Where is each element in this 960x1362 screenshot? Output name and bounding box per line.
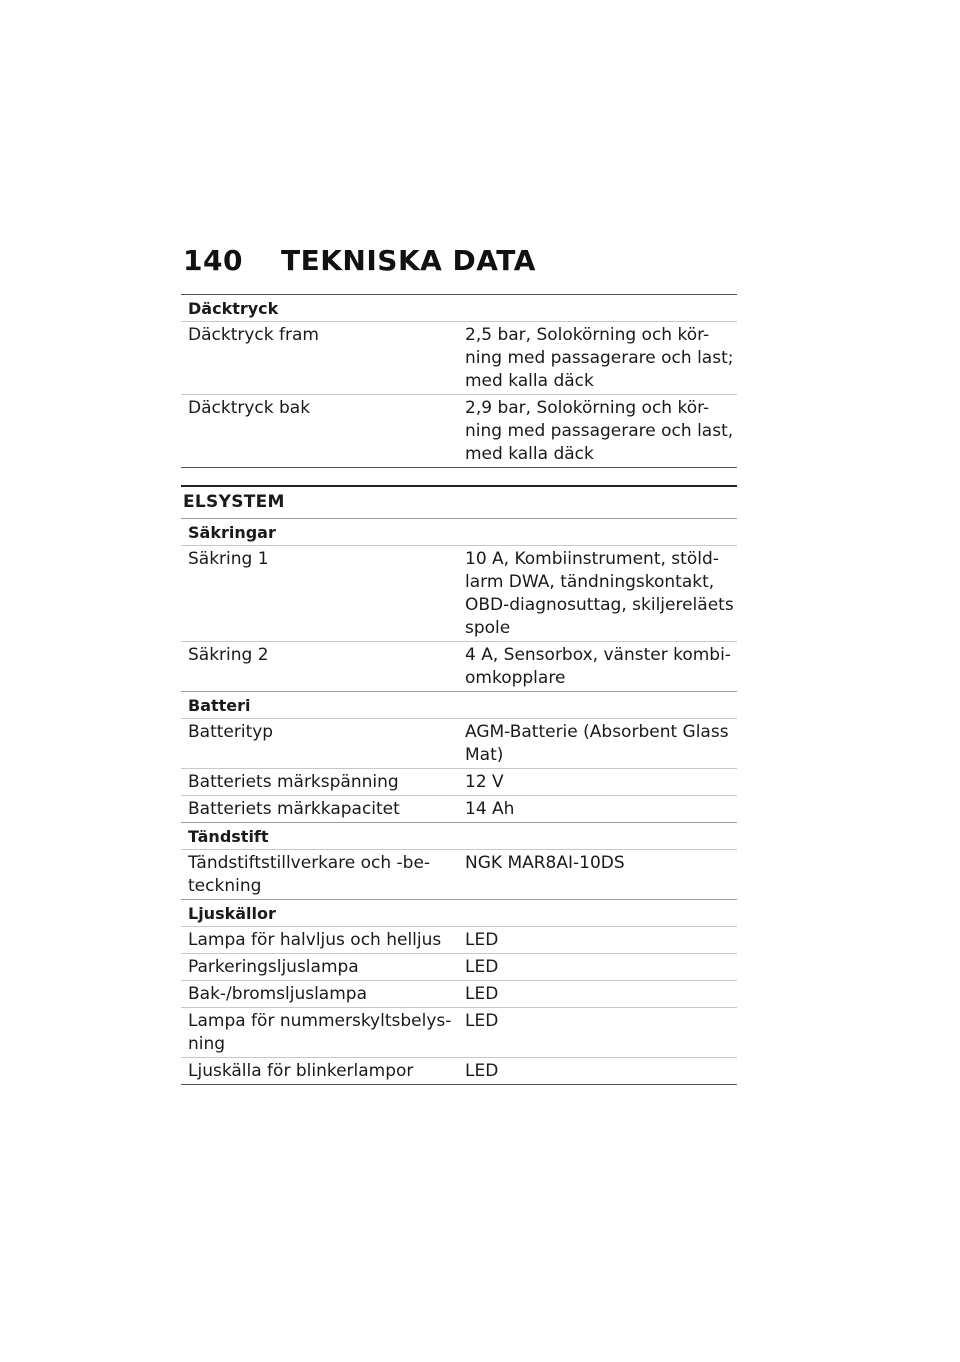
spec-value: LED xyxy=(458,954,737,981)
page-content xyxy=(181,294,737,1085)
table-row xyxy=(181,395,737,468)
table-row xyxy=(181,1008,737,1058)
table-row xyxy=(181,546,737,642)
spec-label: Tändstiftstillverkare och -be-teckning xyxy=(181,850,458,900)
table-row xyxy=(181,954,737,981)
spec-value: AGM-Batterie (Absorbent Glass Mat) xyxy=(458,719,737,769)
spec-label: Säkring 2 xyxy=(181,642,458,692)
spec-label: Säkring 1 xyxy=(181,546,458,642)
spec-label: Däcktryck fram xyxy=(181,322,458,395)
table-row xyxy=(181,1058,737,1085)
electrical-table xyxy=(181,518,737,1085)
spec-label: Lampa för halvljus och helljus xyxy=(181,927,458,954)
spec-value: LED xyxy=(458,1008,737,1058)
table-row xyxy=(181,850,737,900)
group-header-row xyxy=(181,823,737,850)
group-title-light-sources: Ljuskällor xyxy=(181,900,737,927)
spec-label: Batterityp xyxy=(181,719,458,769)
table-row xyxy=(181,642,737,692)
spec-label: Lampa för nummerskyltsbelys-ning xyxy=(181,1008,458,1058)
table-row xyxy=(181,322,737,395)
spec-label: Batteriets märkkapacitet xyxy=(181,796,458,823)
group-title-spark-plugs: Tändstift xyxy=(181,823,737,850)
spec-label: Däcktryck bak xyxy=(181,395,458,468)
spec-label: Parkeringsljuslampa xyxy=(181,954,458,981)
spec-value: 10 A, Kombiinstrument, stöld-larm DWA, tändningskontakt, OBD-diagnosuttag, skiljereläets spole xyxy=(458,546,737,642)
group-title-fuses: Säkringar xyxy=(181,519,737,546)
table-row xyxy=(181,719,737,769)
group-header-row xyxy=(181,900,737,927)
group-title-tire-pressure: Däcktryck xyxy=(181,295,737,322)
page-number: 140 xyxy=(183,244,243,277)
spec-value: 12 V xyxy=(458,769,737,796)
table-row xyxy=(181,796,737,823)
spec-value: LED xyxy=(458,981,737,1008)
section-title-electrical: ELSYSTEM xyxy=(181,485,737,518)
table-row xyxy=(181,769,737,796)
spec-label: Bak-/bromsljuslampa xyxy=(181,981,458,1008)
table-row xyxy=(181,927,737,954)
spec-value: NGK MAR8AI-10DS xyxy=(458,850,737,900)
spec-label: Ljuskälla för blinkerlampor xyxy=(181,1058,458,1085)
spec-value: LED xyxy=(458,927,737,954)
group-header-row xyxy=(181,519,737,546)
group-header-row xyxy=(181,692,737,719)
spec-value: 2,5 bar, Solokörning och kör-ning med passagerare och last; med kalla däck xyxy=(458,322,737,395)
table-row xyxy=(181,981,737,1008)
group-header-row xyxy=(181,295,737,322)
group-title-battery: Batteri xyxy=(181,692,737,719)
tire-pressure-table xyxy=(181,294,737,468)
spec-value: 14 Ah xyxy=(458,796,737,823)
page-header xyxy=(183,244,536,277)
spec-value: 4 A, Sensorbox, vänster kombi-omkopplare xyxy=(458,642,737,692)
spec-label: Batteriets märkspänning xyxy=(181,769,458,796)
spec-value: LED xyxy=(458,1058,737,1085)
spec-value: 2,9 bar, Solokörning och kör-ning med passagerare och last, med kalla däck xyxy=(458,395,737,468)
chapter-title: TEKNISKA DATA xyxy=(281,244,536,277)
